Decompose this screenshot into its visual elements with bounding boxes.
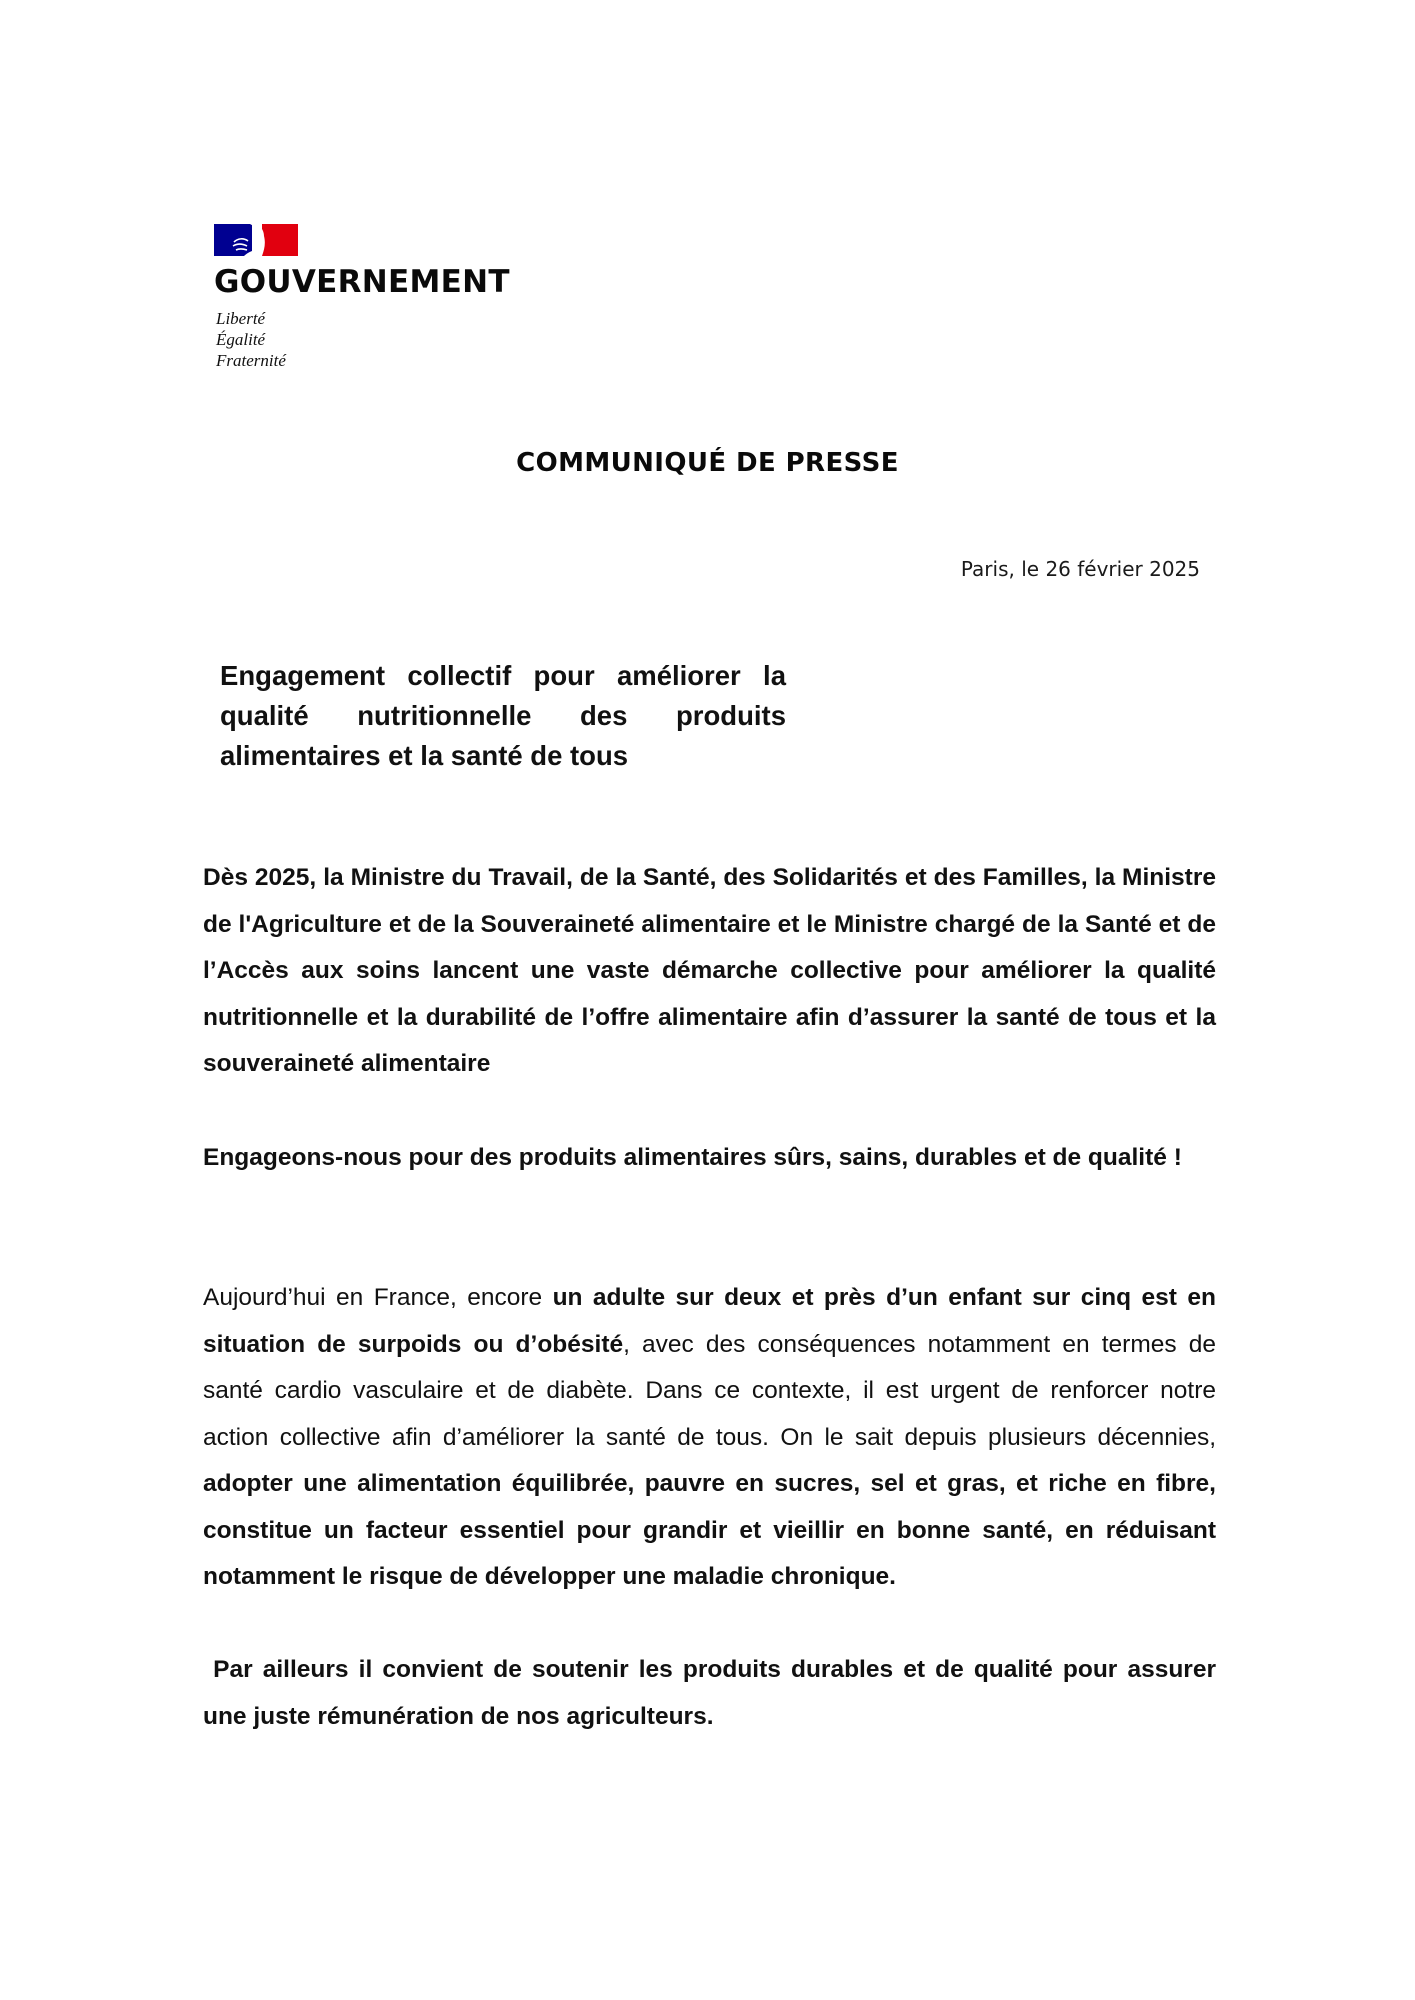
closing-text: Par ailleurs il convient de soutenir les produits durables et de qualité pour assurer une juste rémunération de nos agriculteurs.	[203, 1656, 1217, 1730]
subheading-paragraph: Engageons-nous pour des produits alimentaires sûrs, sains, durables et de qualité !	[203, 1144, 1182, 1171]
context-highlight-diet: adopter une alimentation équilibrée, pauvre en sucres, sel et gras, et riche en fibre, constitue un facteur essentiel pour grandir et vieillir en bonne santé, en réduisant notamment le risque de développer une maladie chronique.	[203, 1470, 1216, 1590]
closing-paragraph	[203, 1647, 1216, 1740]
press-release-date: Paris, le 26 février 2025	[960, 557, 1200, 581]
motto-fraternite: Fraternité	[216, 351, 286, 370]
context-highlight-obesity: un adulte sur deux et près d’un enfant sur cinq est en situation de surpoids ou d’obésité	[203, 1284, 1216, 1358]
logo-motto	[216, 308, 286, 371]
context-paragraph	[203, 1275, 1216, 1601]
motto-liberte: Liberté	[216, 309, 266, 328]
marianne-flag-icon	[214, 224, 298, 256]
government-logo	[214, 224, 510, 370]
press-release-headline: Engagement collectif pour améliorer la qualité nutritionnelle des produits alimentaires et la santé de tous	[220, 660, 786, 771]
context-text-2: , avec des conséquences notamment en termes de santé cardio vasculaire et de diabète. Dans ce contexte, il est urgent de renforcer notre action collective afin d’améliorer la santé de tous. On le sait depuis plusieurs décennies,	[203, 1330, 1216, 1451]
logo-wordmark: GOUVERNEMENT	[214, 264, 510, 300]
context-text-1: Aujourd’hui en France, encore	[203, 1284, 553, 1311]
document-type-title: COMMUNIQUÉ DE PRESSE	[516, 448, 899, 478]
intro-paragraph: Dès 2025, la Ministre du Travail, de la Santé, des Solidarités et des Familles, la Ministre de l'Agriculture et de la Souveraineté alimentaire et le Ministre chargé de la Santé et de l’Accès aux soins lancent une vaste démarche collective pour améliorer la qualité nutritionnelle et la durabilité de l’offre alimentaire afin d’assurer la santé de tous et la souveraineté alimentaire	[203, 864, 1216, 1077]
motto-egalite: Égalité	[216, 330, 266, 349]
